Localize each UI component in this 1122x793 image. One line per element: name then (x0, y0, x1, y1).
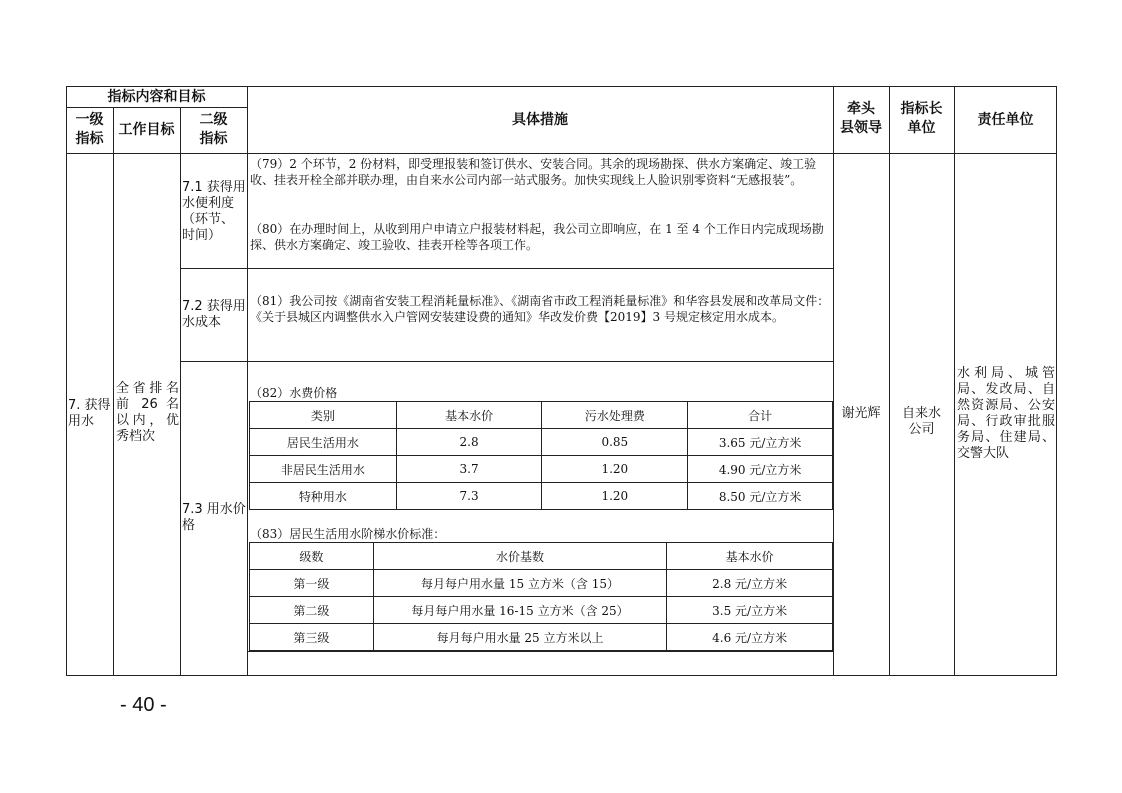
lead-leader: 谢光辉 (841, 406, 881, 421)
table-cell: 特种用水 (250, 483, 397, 510)
tiered-price-table (249, 542, 833, 651)
table-cell: 3.65 元/立方米 (688, 429, 833, 456)
table-cell: 每月每户用水量 16-15 立方米（含 25） (373, 597, 666, 624)
table-header-cell: 基本水价 (667, 543, 833, 570)
header-measures: 具体措施 (512, 112, 568, 128)
table-cell: 1.20 (542, 483, 688, 510)
table-row (250, 570, 833, 597)
table-cell: 8.50 元/立方米 (688, 483, 833, 510)
table-row (250, 597, 833, 624)
table-row (250, 429, 833, 456)
table-cell: 4.90 元/立方米 (688, 456, 833, 483)
chief-unit: 自来水 公司 (901, 406, 941, 437)
water-price-table (249, 401, 833, 510)
table-cell: 0.85 (542, 429, 688, 456)
header-chief-unit: 指标长 单位 (900, 101, 943, 136)
sub2-label: 7.2 获得用水成本 (182, 299, 246, 330)
header-level2: 二级 指标 (199, 112, 228, 147)
header-group-label: 指标内容和目标 (107, 89, 206, 105)
level1-indicator: 7. 获得 用水 (68, 398, 111, 429)
table-cell: 3.7 (396, 456, 542, 483)
sub3-label: 7.3 用水价格 (182, 502, 246, 533)
row-divider (66, 153, 1057, 154)
header-responsible: 责任单位 (977, 112, 1034, 128)
col-divider (889, 86, 890, 676)
sub2-measure-81: （81）我公司按《湖南省安装工程消耗量标准》、《湖南省市政工程消耗量标准》和华容县发展和改革局文件：《关于县城区内调整供水入户管网安装建设费的通知》华改发价费【2019】3 号规定核定用水成本。 (250, 294, 830, 324)
table-header-row (250, 543, 833, 570)
row-divider (66, 107, 247, 108)
page-number: - 40 - (120, 694, 167, 716)
table-row (250, 624, 833, 651)
table-header-cell: 水价基数 (373, 543, 666, 570)
header-goal: 工作目标 (118, 122, 175, 138)
col-divider (954, 86, 955, 676)
header-leader: 牵头 县领导 (840, 101, 882, 136)
table-cell: 1.20 (542, 456, 688, 483)
table-cell: 居民生活用水 (250, 429, 397, 456)
table-cell: 3.5 元/立方米 (667, 597, 833, 624)
table-cell: 2.8 (396, 429, 542, 456)
table-cell: 第一级 (250, 570, 374, 597)
sub1-measure-80: （80）在办理时间上，从收到用户申请立户报装材料起，我公司立即响应，在 1 至 4 个工作日内完成现场勘探、供水方案确定、竣工验收、挂表开栓等各项工作。 (250, 222, 824, 252)
row-divider (180, 268, 833, 269)
table-row (250, 483, 833, 510)
col-divider (180, 107, 181, 676)
table-cell: 2.8 元/立方米 (667, 570, 833, 597)
sub1-measure-79: （79）2 个环节，2 份材料，即受理报装和签订供水、安装合同。其余的现场勘探、供水方案确定、竣工验收、挂表开栓全部并联办理，由自来水公司内部一站式服务。加快实现线上人脸识别零资料“无感报装”。 (250, 157, 817, 187)
table-row (250, 456, 833, 483)
table-cell: 每月每户用水量 25 立方米以上 (373, 624, 666, 651)
table-cell: 第三级 (250, 624, 374, 651)
header-level1: 一级 指标 (75, 112, 104, 147)
table-header-cell: 级数 (250, 543, 374, 570)
col-divider (247, 86, 248, 676)
row-divider (247, 651, 833, 652)
responsible-units: 水利局、城管局、发改局、自然资源局、公安局、行政审批服务局、住建局、交警大队 (957, 366, 1055, 461)
table-cell: 每月每户用水量 15 立方米（含 15） (373, 570, 666, 597)
tiered-price-title: （83）居民生活用水阶梯水价标准： (250, 527, 446, 541)
work-goal: 全省排名前 26 名以内，优秀档次 (116, 381, 179, 444)
table-cell: 4.6 元/立方米 (667, 624, 833, 651)
row-divider (180, 361, 833, 362)
table-header-cell: 污水处理费 (542, 402, 688, 429)
sub1-label: 7.1 获得用水便利度（环节、时间） (182, 180, 246, 243)
col-divider (113, 107, 114, 676)
table-header-cell: 合计 (688, 402, 833, 429)
table-header-cell: 类别 (250, 402, 397, 429)
col-divider (833, 86, 834, 676)
table-header-cell: 基本水价 (396, 402, 542, 429)
table-cell: 第二级 (250, 597, 374, 624)
table-header-row (250, 402, 833, 429)
table-cell: 7.3 (396, 483, 542, 510)
water-price-title: （82）水费价格 (250, 386, 338, 400)
table-cell: 非居民生活用水 (250, 456, 397, 483)
